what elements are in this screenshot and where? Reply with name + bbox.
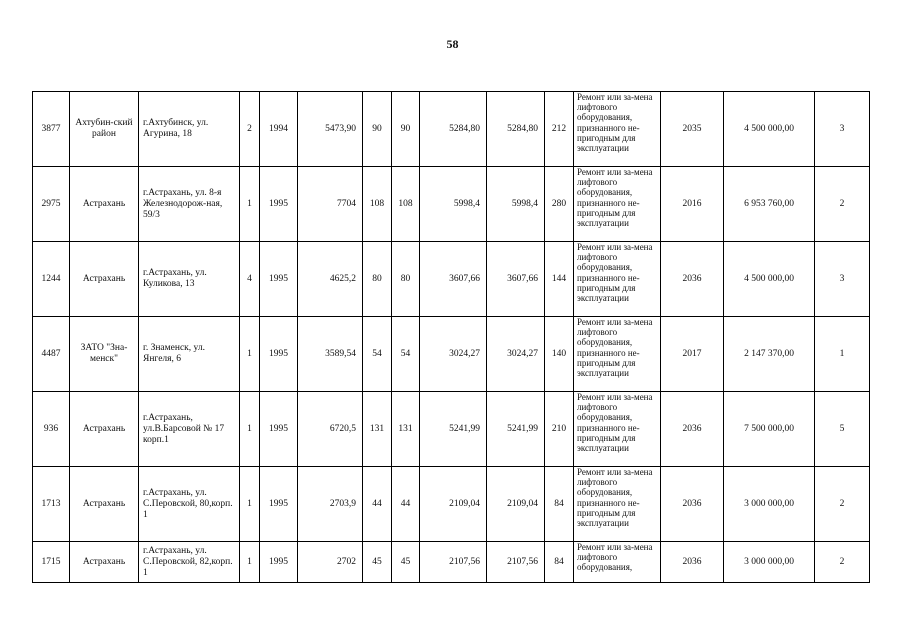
cell-area-a: 2107,56 xyxy=(420,542,487,583)
cell-residents: 144 xyxy=(545,242,574,317)
cell-lift-count: 1 xyxy=(240,542,260,583)
cell-plan-year: 2016 xyxy=(661,167,724,242)
table-row xyxy=(33,317,870,392)
cell-year: 1995 xyxy=(260,167,298,242)
table-row xyxy=(33,167,870,242)
cell-code: 2 xyxy=(815,467,870,542)
cell-count-a: 108 xyxy=(363,167,392,242)
cell-count-a: 80 xyxy=(363,242,392,317)
cell-area-a: 5241,99 xyxy=(420,392,487,467)
cell-code: 3 xyxy=(815,92,870,167)
cell-count-b: 108 xyxy=(392,167,420,242)
cell-year: 1995 xyxy=(260,467,298,542)
cell-year: 1994 xyxy=(260,92,298,167)
cell-area-b: 5998,4 xyxy=(487,167,545,242)
cell-address: г.Астрахань, ул. Куликова, 13 xyxy=(139,242,240,317)
cell-count-b: 54 xyxy=(392,317,420,392)
cell-plan-year: 2036 xyxy=(661,242,724,317)
cell-plan-year: 2036 xyxy=(661,392,724,467)
cell-count-b: 90 xyxy=(392,92,420,167)
cell-plan-year: 2035 xyxy=(661,92,724,167)
cell-municipality: Астрахань xyxy=(70,542,139,583)
cell-code: 3 xyxy=(815,242,870,317)
cell-total-area: 7704 xyxy=(298,167,363,242)
cell-year: 1995 xyxy=(260,542,298,583)
cell-residents: 140 xyxy=(545,317,574,392)
cell-count-a: 44 xyxy=(363,467,392,542)
table-row xyxy=(33,242,870,317)
cell-count-b: 80 xyxy=(392,242,420,317)
cell-cost: 4 500 000,00 xyxy=(724,242,815,317)
cell-municipality: ЗАТО "Зна-менск" xyxy=(70,317,139,392)
cell-code: 2 xyxy=(815,542,870,583)
cell-total-area: 5473,90 xyxy=(298,92,363,167)
cell-plan-year: 2036 xyxy=(661,467,724,542)
table-row xyxy=(33,467,870,542)
cell-municipality: Астрахань xyxy=(70,467,139,542)
cell-total-area: 4625,2 xyxy=(298,242,363,317)
cell-address: г.Астрахань, ул. 8-я Железнодорож-ная, 59/3 xyxy=(139,167,240,242)
cell-residents: 212 xyxy=(545,92,574,167)
cell-work-type: Ремонт или за-мена лифтового оборудования, признанного не-пригодным для эксплуатации xyxy=(574,392,661,467)
cell-count-b: 131 xyxy=(392,392,420,467)
cell-code: 1 xyxy=(815,317,870,392)
cell-residents: 210 xyxy=(545,392,574,467)
lift-repair-table xyxy=(32,91,870,583)
cell-residents: 280 xyxy=(545,167,574,242)
cell-cost: 3 000 000,00 xyxy=(724,467,815,542)
cell-address: г. Знаменск, ул. Янгеля, 6 xyxy=(139,317,240,392)
cell-area-a: 5998,4 xyxy=(420,167,487,242)
cell-area-a: 3607,66 xyxy=(420,242,487,317)
cell-work-type: Ремонт или за-мена лифтового оборудования, xyxy=(574,542,661,583)
cell-plan-year: 2036 xyxy=(661,542,724,583)
cell-cost: 3 000 000,00 xyxy=(724,542,815,583)
cell-count-b: 45 xyxy=(392,542,420,583)
cell-cost: 6 953 760,00 xyxy=(724,167,815,242)
cell-address: г.Астрахань, ул. С.Перовской, 82,корп. 1 xyxy=(139,542,240,583)
cell-area-a: 2109,04 xyxy=(420,467,487,542)
cell-code: 2 xyxy=(815,167,870,242)
cell-work-type: Ремонт или за-мена лифтового оборудования, признанного не-пригодным для эксплуатации xyxy=(574,242,661,317)
cell-id: 1244 xyxy=(33,242,70,317)
cell-count-a: 54 xyxy=(363,317,392,392)
cell-work-type: Ремонт или за-мена лифтового оборудования, признанного не-пригодным для эксплуатации xyxy=(574,467,661,542)
table-row xyxy=(33,92,870,167)
cell-municipality: Астрахань xyxy=(70,167,139,242)
cell-count-a: 90 xyxy=(363,92,392,167)
cell-cost: 7 500 000,00 xyxy=(724,392,815,467)
cell-year: 1995 xyxy=(260,392,298,467)
cell-id: 4487 xyxy=(33,317,70,392)
cell-cost: 2 147 370,00 xyxy=(724,317,815,392)
cell-total-area: 3589,54 xyxy=(298,317,363,392)
cell-id: 936 xyxy=(33,392,70,467)
cell-plan-year: 2017 xyxy=(661,317,724,392)
cell-id: 3877 xyxy=(33,92,70,167)
cell-work-type: Ремонт или за-мена лифтового оборудования, признанного не-пригодным для эксплуатации xyxy=(574,92,661,167)
cell-area-a: 3024,27 xyxy=(420,317,487,392)
cell-total-area: 2703,9 xyxy=(298,467,363,542)
cell-code: 5 xyxy=(815,392,870,467)
cell-total-area: 2702 xyxy=(298,542,363,583)
page-number: 58 xyxy=(446,37,459,51)
cell-address: г.Ахтубинск, ул. Агурина, 18 xyxy=(139,92,240,167)
cell-count-a: 45 xyxy=(363,542,392,583)
cell-area-a: 5284,80 xyxy=(420,92,487,167)
cell-work-type: Ремонт или за-мена лифтового оборудования, признанного не-пригодным для эксплуатации xyxy=(574,317,661,392)
cell-lift-count: 1 xyxy=(240,167,260,242)
cell-year: 1995 xyxy=(260,242,298,317)
cell-municipality: Астрахань xyxy=(70,392,139,467)
table-row xyxy=(33,392,870,467)
cell-area-b: 3607,66 xyxy=(487,242,545,317)
cell-lift-count: 1 xyxy=(240,392,260,467)
cell-count-b: 44 xyxy=(392,467,420,542)
cell-area-b: 5241,99 xyxy=(487,392,545,467)
cell-residents: 84 xyxy=(545,467,574,542)
cell-area-b: 3024,27 xyxy=(487,317,545,392)
cell-area-b: 2109,04 xyxy=(487,467,545,542)
table-row xyxy=(33,542,870,583)
cell-lift-count: 2 xyxy=(240,92,260,167)
cell-work-type: Ремонт или за-мена лифтового оборудования, признанного не-пригодным для эксплуатации xyxy=(574,167,661,242)
cell-area-b: 2107,56 xyxy=(487,542,545,583)
cell-residents: 84 xyxy=(545,542,574,583)
cell-year: 1995 xyxy=(260,317,298,392)
cell-address: г.Астрахань, ул.В.Барсовой № 17 корп.1 xyxy=(139,392,240,467)
cell-lift-count: 1 xyxy=(240,317,260,392)
cell-address: г.Астрахань, ул. С.Перовской, 80,корп. 1 xyxy=(139,467,240,542)
cell-lift-count: 1 xyxy=(240,467,260,542)
cell-municipality: Астрахань xyxy=(70,242,139,317)
cell-id: 2975 xyxy=(33,167,70,242)
cell-area-b: 5284,80 xyxy=(487,92,545,167)
cell-id: 1713 xyxy=(33,467,70,542)
cell-municipality: Ахтубин-ский район xyxy=(70,92,139,167)
cell-total-area: 6720,5 xyxy=(298,392,363,467)
cell-id: 1715 xyxy=(33,542,70,583)
cell-lift-count: 4 xyxy=(240,242,260,317)
cell-cost: 4 500 000,00 xyxy=(724,92,815,167)
cell-count-a: 131 xyxy=(363,392,392,467)
